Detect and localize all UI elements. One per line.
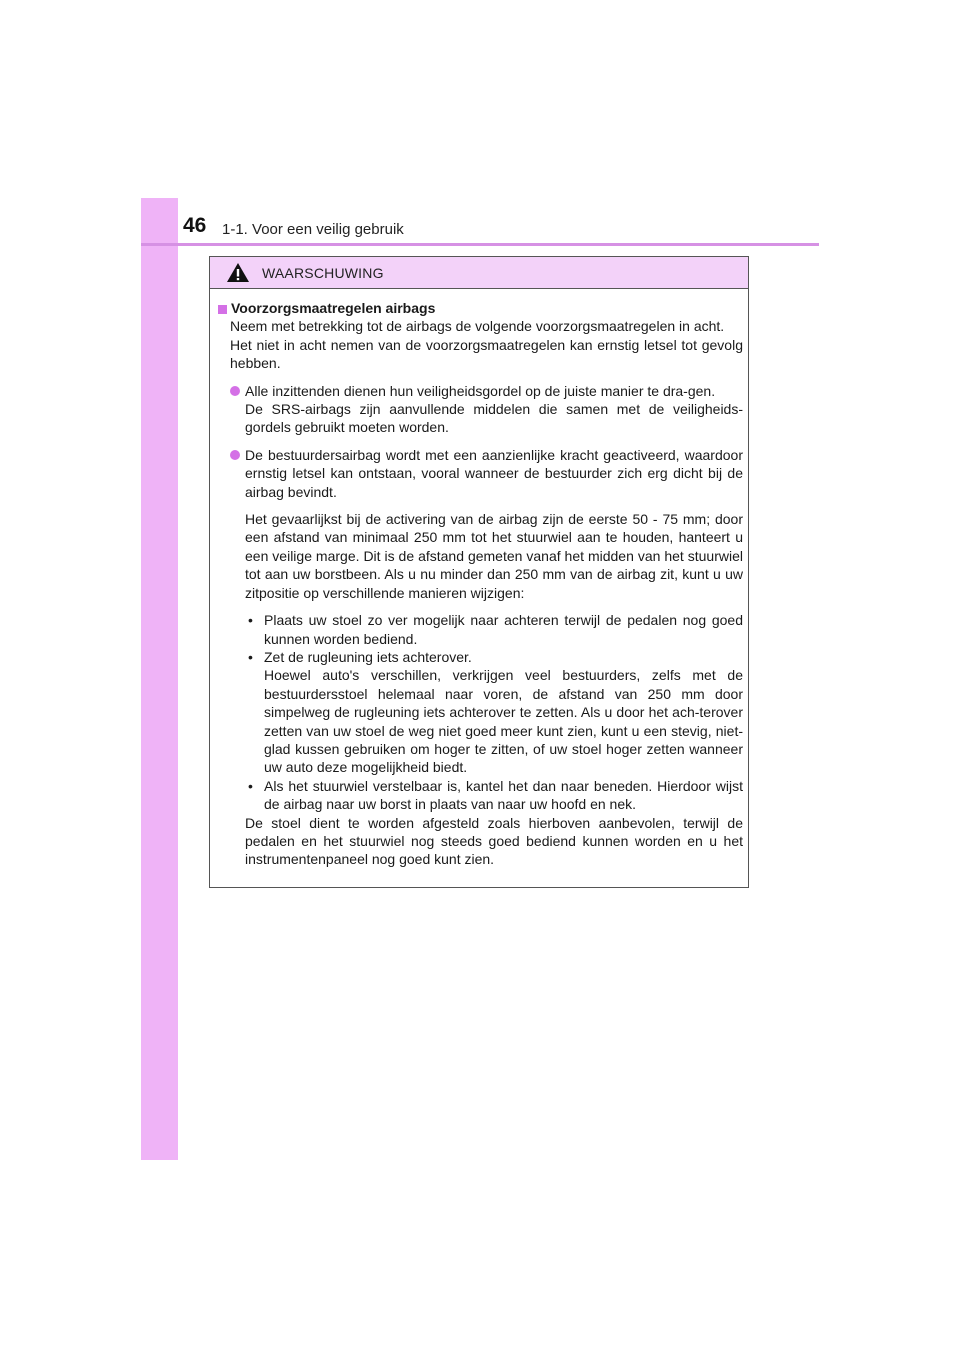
warning-content [218,299,743,869]
bullet-text: Zet de rugleuning iets achterover. [264,648,472,665]
item-paragraph: De bestuurdersairbag wordt met een aanzienlijke kracht geactiveerd, waardoor ernstig letsel kan ontstaan, vooral wanneer de bestuurder zich erg dicht bij de airbag bevindt. [245,446,743,500]
circle-bullet-icon [230,450,240,460]
detail-paragraph: Het gevaarlijkst bij de activering van de airbag zijn de eerste 50 - 75 mm; door een afstand van minimaal 250 mm tot het stuurwiel aan te houden, hanteert u een veilige marge. Dit is de afstand gemeten vanaf het midden van het stuurwiel tot aan uw borstbeen. Als u nu minder dan 250 mm van de airbag zit, kunt u uw zitpositie op verschillende manieren wijzigen: [245,511,743,601]
bullet-list [245,611,743,813]
list-item [218,446,743,501]
intro-paragraph: Neem met betrekking tot de airbags de volgende voorzorgsmaatregelen in acht. [230,318,725,335]
section-title: 1-1. Voor een veilig gebruik [222,221,404,238]
warning-header [210,257,748,289]
bullet-text: Als het stuurwiel verstelbaar is, kantel het dan naar beneden. Hierdoor wijst de airbag naar uw borst in plaats van naar uw hoofd en nek. [264,777,743,813]
intro-paragraph: Het niet in acht nemen van de voorzorgsmaatregelen kan ernstig letsel tot gevolg hebben. [230,336,743,372]
chapter-tab [141,198,178,244]
warning-triangle-icon [226,262,250,283]
bullet-mark: • [248,648,253,665]
closing-paragraph: De stoel dient te worden afgesteld zoals hierboven aanbevolen, terwijl de pedalen en het stuurwiel nog steeds goed bediend kunnen worden en u het instrumentenpaneel nog goed kunt zien. [245,814,743,868]
square-bullet-icon [218,305,227,314]
bullet-extra: Hoewel auto's verschillen, verkrijgen veel bestuurders, zelfs met de bestuurdersstoel helemaal naar voren, de afstand van 250 mm door simpelweg de rugleuning iets achterover te zetten. Als u door het ach-terover zetten van uw stoel de weg niet goed meer kunt zien, kunt u een stevig, niet-glad kussen gebruiken om hoger te zitten, of uw stoel hoger zetten wanneer uw auto deze mogelijkheid biedt. [264,667,743,776]
chapter-side-strip [141,198,178,1160]
circle-bullet-icon [230,386,240,396]
warning-box [209,256,749,888]
bullet-mark: • [248,612,253,629]
page-number: 46 [183,214,207,237]
bullet-text: Plaats uw stoel zo ver mogelijk naar achteren terwijl de pedalen nog goed kunnen worden bediend. [264,612,743,647]
warning-heading-row [218,299,743,317]
bullet-item [245,611,743,648]
item-paragraph: Alle inzittenden dienen hun veiligheidsgordel op de juiste manier te dra-gen. [245,382,716,399]
detail-block [218,510,743,869]
warning-title: WAARSCHUWING [262,264,384,281]
header-rule [141,243,819,246]
item-paragraph: De SRS-airbags zijn aanvullende middelen die samen met de veiligheids-gordels gebruikt moeten worden. [245,401,743,436]
intro-block [218,317,743,372]
bullet-item [245,648,743,777]
bullet-mark: • [248,777,253,794]
list-item [218,382,743,437]
bullet-item [245,777,743,814]
warning-heading: Voorzorgsmaatregelen airbags [231,300,436,316]
